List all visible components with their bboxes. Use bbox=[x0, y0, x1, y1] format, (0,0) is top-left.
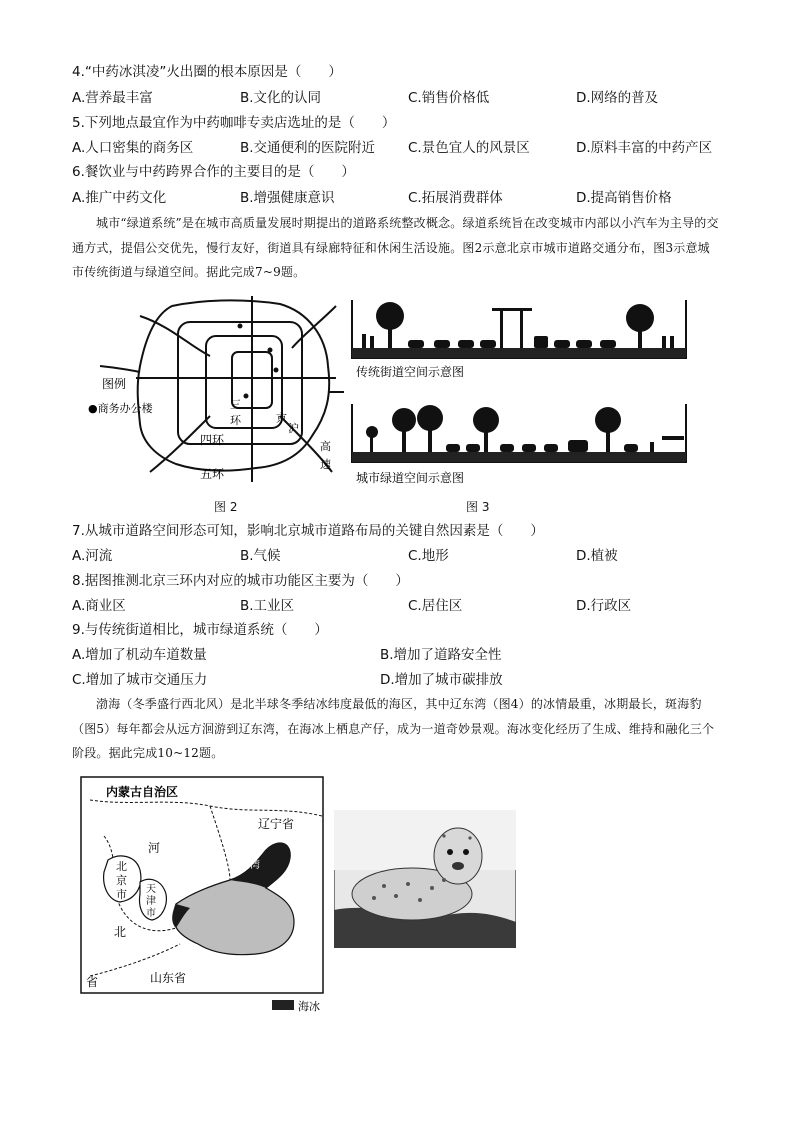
q7-option-b: B.气候 bbox=[240, 548, 281, 564]
label-beijing-b: 京 bbox=[116, 874, 127, 887]
q9-option-c: C.增加了城市交通压力 bbox=[72, 672, 208, 688]
q8-option-a: A.商业区 bbox=[72, 598, 126, 614]
q5-option-d: D.原料丰富的中药产区 bbox=[576, 140, 713, 156]
label-hebei-sheng: 省 bbox=[86, 975, 99, 989]
fifth-ring-label: 五环 bbox=[200, 467, 225, 481]
q8-option-b: B.工业区 bbox=[240, 598, 295, 614]
label-hebei-he: 河 bbox=[148, 841, 161, 855]
q8-stem: 8.据图推测北京三环内对应的城市功能区主要为（ ） bbox=[72, 573, 409, 589]
q5-option-b: B.交通便利的医院附近 bbox=[240, 140, 376, 156]
gaosu-label-a: 高 bbox=[320, 440, 331, 453]
q9-option-d: D.增加了城市碳排放 bbox=[380, 672, 503, 688]
passage-bohai: 渤海（冬季盛行西北风）是北半球冬季结冰纬度最低的海区，其中辽东湾（图4）的冰情最重，冰期最长，斑海豹（图5）每年都会从远方洄游到辽东湾，在海冰上栖息产仔，成为一道奇妙景观。海冰变化经历了生成、维持和融化三个阶段。据此完成10~12题。 bbox=[72, 697, 715, 760]
q4-option-d: D.网络的普及 bbox=[576, 90, 659, 106]
q7-option-a: A.河流 bbox=[72, 548, 113, 564]
fourth-ring-label: 四环 bbox=[200, 433, 225, 447]
label-inner-mongolia: 内蒙古自治区 bbox=[106, 785, 179, 799]
fig2-legend-business-office: ●商务办公楼 bbox=[88, 402, 153, 415]
passage-green-road: 城市“绿道系统”是在城市高质量发展时期提出的道路系统整改概念。绿道系统旨在改变城市内部以小汽车为主导的交通方式，提倡公交优先，慢行友好，街道具有绿廊特征和休闲生活设施。图2示意北京市城市道路交通分布，图3示意城市传统街道与绿道空间。据此完成7~9题。 bbox=[72, 216, 719, 279]
q8-option-c: C.居住区 bbox=[408, 598, 463, 614]
q6-option-c: C.拓展消费群体 bbox=[408, 190, 503, 206]
q9-option-b: B.增加了道路安全性 bbox=[380, 647, 502, 663]
jinghu-label-b: 沪 bbox=[288, 422, 299, 435]
q5-option-a: A.人口密集的商务区 bbox=[72, 140, 194, 156]
q9-option-a: A.增加了机动车道数量 bbox=[72, 647, 207, 663]
label-liaoning: 辽宁省 bbox=[258, 817, 295, 831]
gaosu-label-b: 速 bbox=[320, 458, 331, 471]
third-ring-label-a: 三 bbox=[230, 398, 241, 411]
fig2-caption: 图 2 bbox=[214, 500, 238, 514]
label-sea-ice-legend: 海冰 bbox=[298, 1000, 320, 1013]
fifth-ring-road bbox=[138, 300, 330, 470]
third-ring-label-b: 环 bbox=[230, 414, 241, 427]
label-beijing-a: 北 bbox=[116, 860, 127, 873]
label-beijing-c: 市 bbox=[116, 888, 127, 901]
q4-option-b: B.文化的认同 bbox=[240, 90, 322, 106]
sea-ice-legend-swatch bbox=[272, 1000, 294, 1010]
q5-option-c: C.景色宜人的风景区 bbox=[408, 140, 530, 156]
traditional-street-label: 传统街道空间示意图 bbox=[356, 365, 465, 379]
spotted-seal-photo bbox=[334, 810, 516, 948]
label-tianjin-c: 市 bbox=[146, 908, 156, 919]
q7-option-c: C.地形 bbox=[408, 548, 449, 564]
label-liaodong-bay: 辽东湾 bbox=[230, 860, 260, 871]
q4-stem: 4.“中药冰淇凌”火出圈的根本原因是（ ） bbox=[72, 64, 342, 80]
fig2-legend-title: 图例 bbox=[102, 377, 127, 391]
q6-option-d: D.提高销售价格 bbox=[576, 190, 672, 206]
q8-option-d: D.行政区 bbox=[576, 598, 632, 614]
q4-option-c: C.销售价格低 bbox=[408, 90, 490, 106]
q5-stem: 5.下列地点最宜作为中药咖啡专卖店选址的是（ ） bbox=[72, 115, 396, 131]
greenway-street-label: 城市绿道空间示意图 bbox=[356, 471, 465, 485]
q7-stem: 7.从城市道路空间形态可知，影响北京城市道路布局的关键自然因素是（ ） bbox=[72, 523, 544, 539]
beijing-road-map bbox=[80, 296, 345, 486]
bohai-sea-ice-map bbox=[80, 776, 330, 1016]
q7-option-d: D.植被 bbox=[576, 548, 618, 564]
q9-stem: 9.与传统街道相比，城市绿道系统（ ） bbox=[72, 622, 328, 638]
q6-option-b: B.增强健康意识 bbox=[240, 190, 335, 206]
q4-option-a: A.营养最丰富 bbox=[72, 90, 153, 106]
jinghu-label-a: 京 bbox=[276, 412, 287, 425]
street-space-diagram bbox=[350, 296, 690, 492]
q6-stem: 6.餐饮业与中药跨界合作的主要目的是（ ） bbox=[72, 164, 355, 180]
q6-option-a: A.推广中药文化 bbox=[72, 190, 167, 206]
fig3-caption: 图 3 bbox=[466, 500, 490, 514]
label-hebei-bei: 北 bbox=[114, 925, 127, 939]
label-tianjin-b: 津 bbox=[146, 896, 156, 907]
label-tianjin-a: 天 bbox=[146, 884, 156, 895]
label-shandong: 山东省 bbox=[150, 971, 187, 985]
